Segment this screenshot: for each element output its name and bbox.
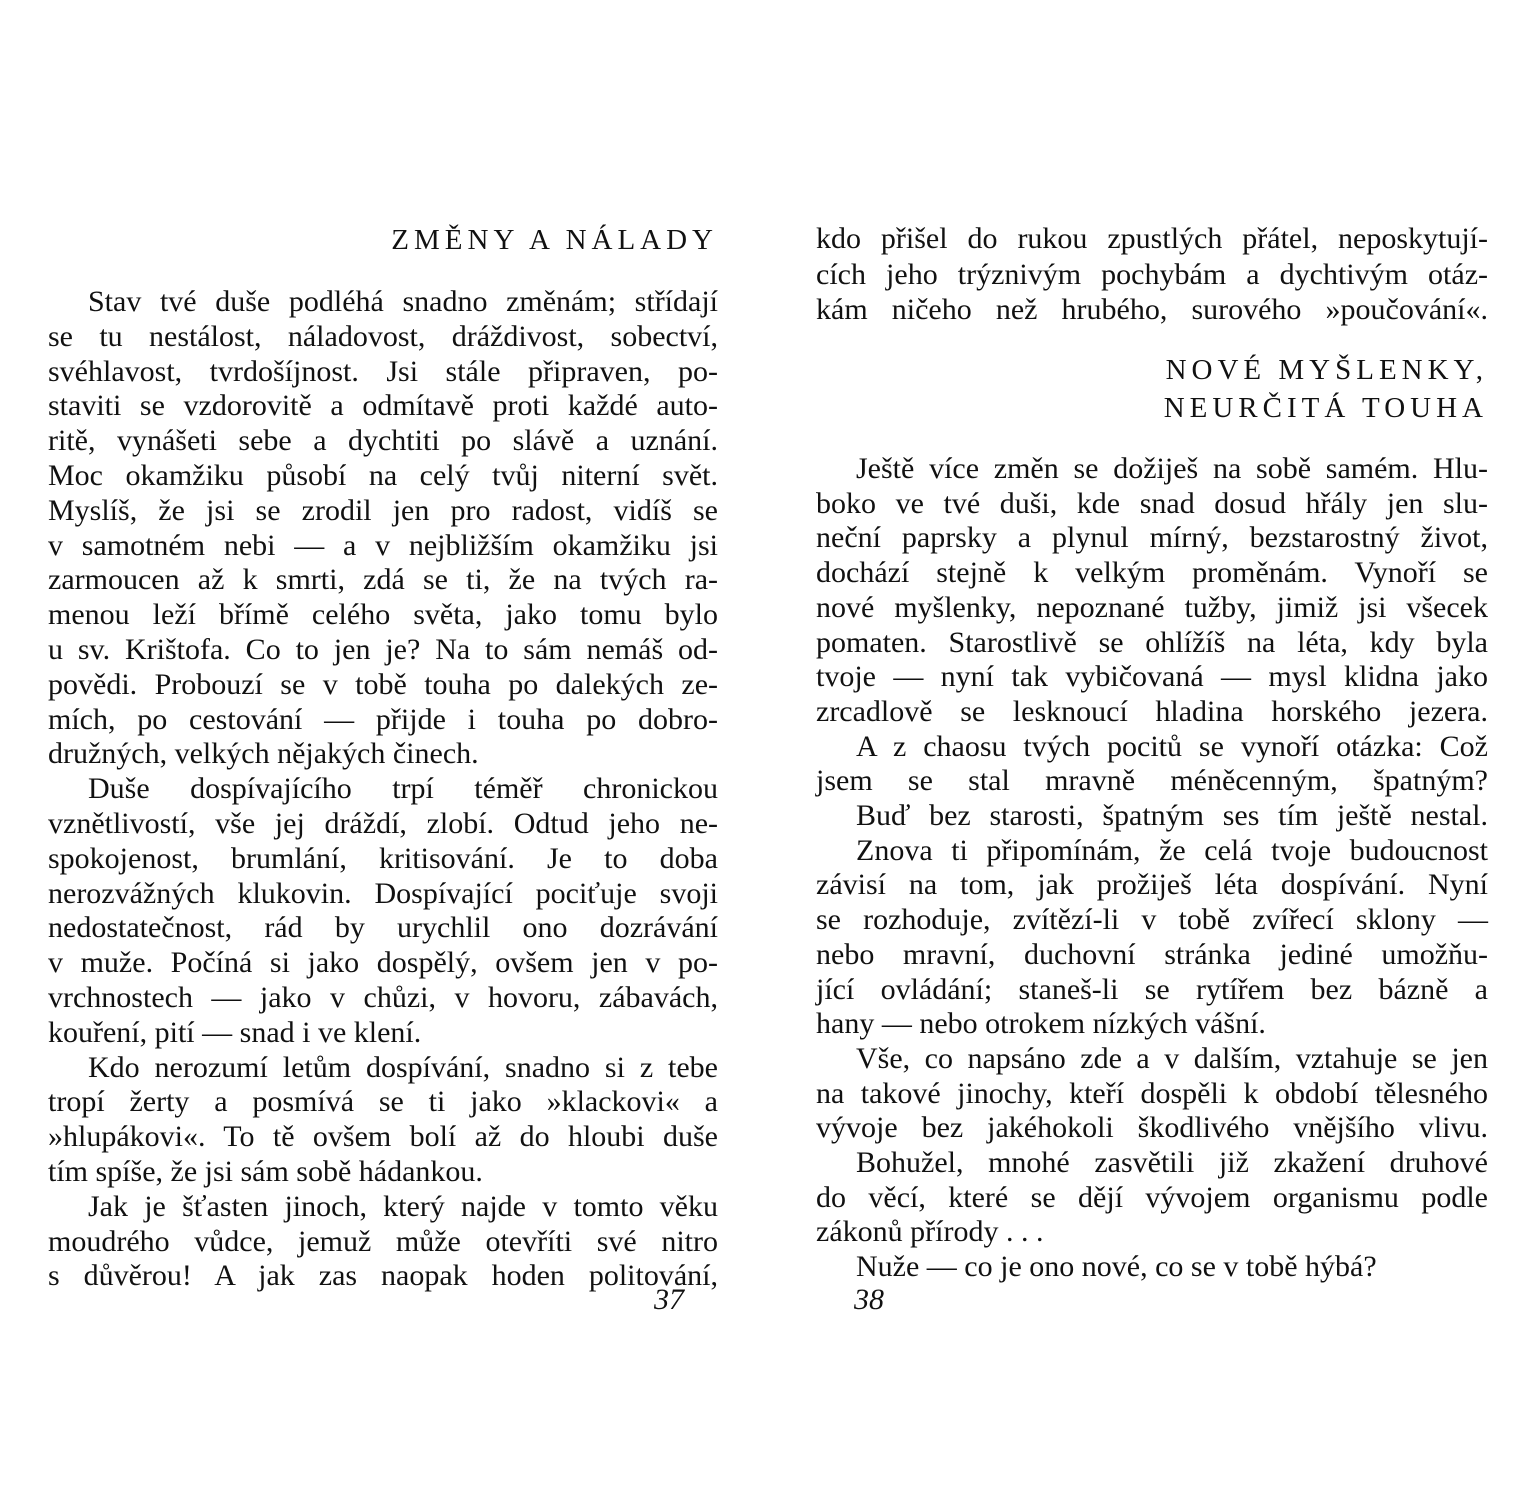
text-line: svéhlavost, tvrdošíjnost. Jsi stále připraven, po- [48,354,718,388]
text-line: dochází stejně k velkým proměnám. Vynoří se [816,556,1488,590]
text-line: se tu nestálost, náladovost, dráždivost, sobectví, [48,319,718,353]
text-line: nové myšlenky, nepoznané tužby, jimiž jsi všecek [816,590,1488,624]
text-line: Znova ti připomínám, že celá tvoje budoucnost [856,833,1488,867]
text-line: mích, po cestování — přijde i touha po dobro- [48,702,718,736]
text-line: Stav tvé duše podléhá snadno změnám; střídají [88,285,718,318]
text-line: nebo mravní, duchovní stránka jediné umožňu- [816,937,1488,971]
text-line: A z chaosu tvých pocitů se vynoří otázka: Což [856,729,1488,763]
left-page [48,0,718,1500]
text-line: Kdo nerozumí letům dospívání, snadno si z tebe [88,1050,718,1084]
text-line: cích jeho trýznivým pochybám a dychtivým otáz- [816,257,1488,291]
text-line: jící ovládání; staneš-li se rytířem bez bázně a [816,972,1488,1006]
text-line: neční paprsky a plynul mírný, bezstarostný život, [816,521,1488,555]
text-line: závisí na tom, jak prožiješ léta dospívání. Nyní [816,868,1488,902]
right-heading-line-2: NEURČITÁ TOUHA [1163,392,1488,424]
text-line: vývoje bez jakéhokoli škodlivého vnějšího vlivu. [816,1111,1488,1145]
text-line: moudrého vůdce, jemuž může otevříti své nitro [48,1224,718,1258]
text-line: tropí žerty a posmívá se ti jako »klackovi« a [48,1085,718,1119]
text-line: ritě, vynášeti sebe a dychtiti po slávě a uznání. [48,424,718,458]
text-line: v muže. Počíná si jako dospělý, ovšem jen v po- [48,946,718,980]
text-line: nedostatečnost, rád by urychlil ono dozrávání [48,911,718,945]
text-line: vznětlivostí, vše jej dráždí, zlobí. Odtud jeho ne- [48,807,718,840]
text-line: kouření, pití — snad i ve klení. [48,1015,422,1049]
text-line: kám ničeho než hrubého, surového »poučování«. [816,293,1488,326]
right-page [816,0,1488,1500]
right-heading [1164,351,1488,427]
left-page-number: 37 [654,1283,684,1316]
text-line: staviti se vzdorovitě a odmítavě proti každé auto- [48,389,718,423]
text-line: menou leží břímě celého světa, jako tomu bylo [48,598,718,632]
text-line: v samotném nebi — a v nejbližším okamžiku jsi [48,528,718,562]
text-line: na takové jinochy, kteří dospěli k období tělesného [816,1076,1488,1110]
text-line: tvoje — nyní tak vybičovaná — mysl klidna jako [816,660,1488,694]
text-line: jsem se stal mravně méněcenným, špatným? [816,764,1488,798]
text-line: Bohužel, mnohé zasvětili již zkažení druhové [856,1146,1488,1179]
left-heading: ZMĚNY A NÁLADY [391,224,718,256]
text-line: zarmoucen až k smrti, zdá se ti, že na tvých ra- [48,563,718,597]
text-line: nerozvážných klukovin. Dospívající pociťuje svoji [48,876,718,910]
text-line: Jak je šťasten jinoch, který najde v tomto věku [88,1189,718,1223]
text-line: Vše, co napsáno zde a v dalším, vztahuje se jen [856,1041,1488,1075]
text-line: Ještě více změn se dožiješ na sobě samém. Hlu- [856,452,1488,485]
text-line: vrchnostech — jako v chůzi, v hovoru, zábavách, [48,981,718,1014]
text-line: u sv. Krištofa. Co to jen je? Na to sám nemáš od- [48,633,718,666]
text-line: kdo přišel do rukou zpustlých přátel, neposkytují- [816,222,1488,255]
text-line: pomaten. Starostlivě se ohlížíš na léta, kdy byla [816,625,1488,659]
right-heading-line-1: NOVÉ MYŠLENKY, [1165,354,1488,386]
text-line: Nuže — co je ono nové, co se v tobě hýbá? [856,1250,1377,1284]
text-line: zrcadlově se lesknoucí hladina horského jezera. [816,694,1488,728]
text-line: Duše dospívajícího trpí téměř chronickou [88,772,718,806]
right-page-number: 38 [854,1283,884,1316]
text-line: Moc okamžiku působí na celý tvůj niterní svět. [48,459,718,492]
text-line: Buď bez starosti, špatným ses tím ještě nestal. [856,799,1488,832]
text-line: hany — nebo otrokem nízkých vášní. [816,1007,1266,1041]
text-line: družných, velkých nějakých činech. [48,737,479,771]
text-line: s důvěrou! A jak zas naopak hoden politování, [48,1259,718,1293]
text-line: zákonů přírody . . . [816,1215,1044,1249]
text-line: se rozhoduje, zvítězí-li v tobě zvířecí sklony — [816,903,1488,937]
text-line: Myslíš, že jsi se zrodil jen pro radost, vidíš se [48,493,718,527]
text-line: do věcí, které se dějí vývojem organismu podle [816,1180,1488,1214]
text-line: tím spíše, že jsi sám sobě hádankou. [48,1155,483,1188]
text-line: boko ve tvé duši, kde snad dosud hřály jen slu- [816,486,1488,520]
text-line: »hlupákovi«. To tě ovšem bolí až do hloubi duše [48,1120,718,1154]
text-line: povědi. Probouzí se v tobě touha po dalekých ze- [48,667,718,701]
text-line: spokojenost, brumlání, kritisování. Je to doba [48,841,718,875]
